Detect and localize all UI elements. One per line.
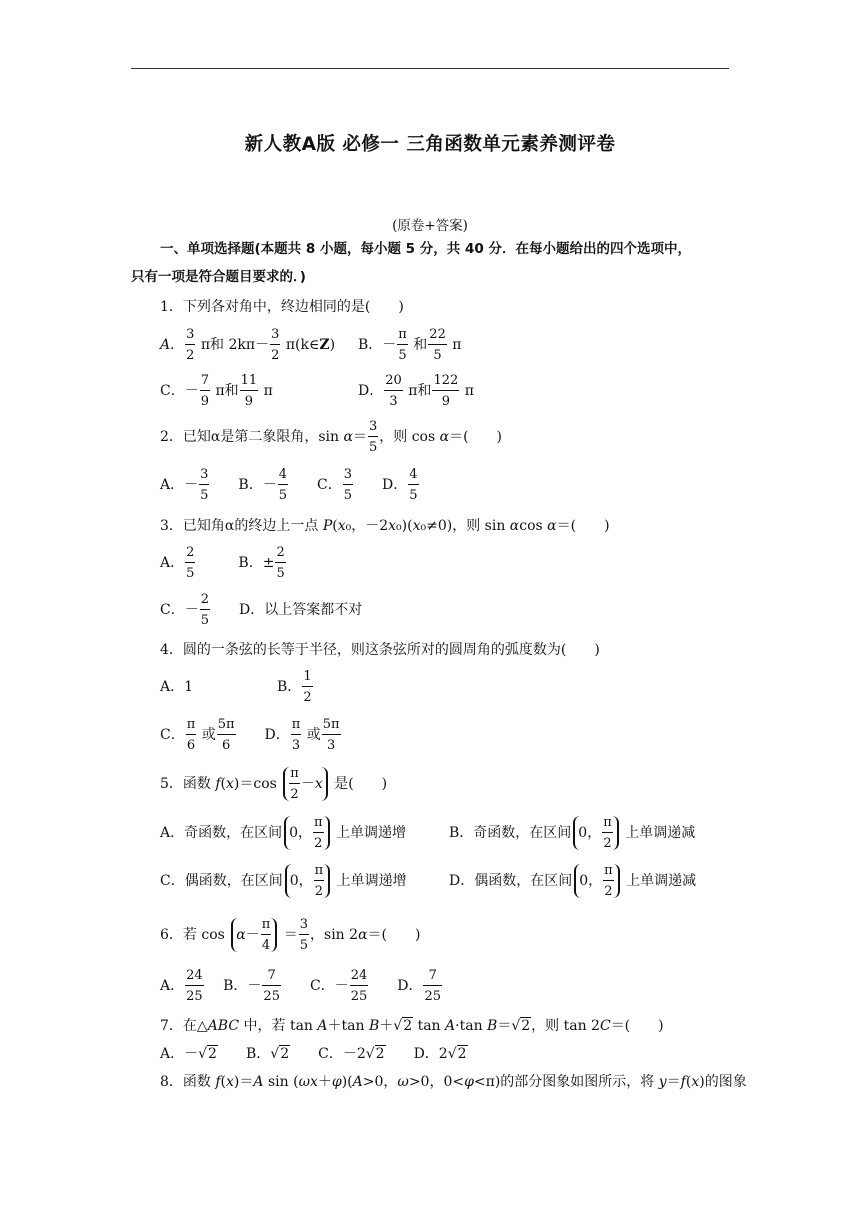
q5-stem: 5．函数 f(x)＝cos $\frac{\pi}{2}$ －x 是( ): [160, 766, 388, 802]
page-title: 新人教A版 必修一 三角函数单元素养测评卷: [244, 134, 616, 155]
q3-options-cd: C．－ $\frac{2}{5}$ D．以上答案都不对: [160, 592, 363, 628]
q1-option-c: C．－ $\frac{7}{9}$ π和 $\frac{11}{9}$ π: [160, 373, 273, 409]
q4-options-cd: C． $\frac{\pi}{6}$ 或 $\frac{5\pi}{6}$ D． $\frac{\pi}{3}$ 或 $\frac{5\pi}{3}$: [160, 717, 340, 753]
q8-stem: 8．函数 f(x)＝A sin (ωx＋φ)(A>0，ω>0，0<φ<π)的部分图象如图所示，将 y＝f(x)的图象: [160, 1074, 747, 1090]
q5-option-b: B．奇函数，在区间 0， $\frac{\pi}{2}$ 上单调递减: [449, 815, 696, 851]
q1-option-b: B．－ $\frac{\pi}{5}$ 和 $\frac{22}{5}$ π: [358, 327, 462, 363]
section-heading-line2: 只有一项是符合题目要求的．): [131, 269, 306, 285]
section-heading-line1: 一、单项选择题(本题共 8 小题，每小题 5 分，共 40 分．在每小题给出的四个选项中，: [160, 241, 691, 257]
q1-stem: 1．下列各对角中，终边相同的是( ): [160, 299, 404, 315]
q4-stem: 4．圆的一条弦的长等于半径，则这条弦所对的圆周角的弧度数为( ): [160, 642, 600, 658]
q5-option-a: A．奇函数，在区间 0， $\frac{\pi}{2}$ 上单调递增: [160, 815, 407, 851]
q1-option-d: D． $\frac{20}{3}$ π和 $\frac{122}{9}$ π: [358, 373, 474, 409]
header-rule: [131, 68, 729, 69]
q7-options: A．－√2 B．√2 C．－2√2 D．2√2: [160, 1046, 467, 1062]
q4-options-ab: A．1 B． $\frac{1}{2}$: [160, 669, 312, 705]
q2-stem: 2．已知α是第二象限角，sin α＝ $\frac{3}{5}$ ，则 cos α＝( ): [160, 419, 503, 455]
q3-stem: 3．已知角α的终边上一点 P(x₀，－2x₀)(x₀≠0)，则 sin αcos α＝( ): [160, 518, 610, 534]
q7-stem: 7．在△ABC 中，若 tan A＋tan B＋√2 tan A·tan B＝√2，则 tan 2C＝( ): [160, 1018, 664, 1034]
q6-options: A． $\frac{24}{25}$ B．－ $\frac{7}{25}$ C．－ $\frac{24}{25}$ D． $\frac{7}{25}$: [160, 968, 442, 1004]
q1-option-a: A． $\frac{3}{2}$ π和 2kπ－ $\frac{3}{2}$ π(k∈Z): [160, 327, 336, 363]
q3-options-ab: A． $\frac{2}{5}$ B．± $\frac{2}{5}$: [160, 545, 285, 581]
q6-stem: 6．若 cos α－ $\frac{\pi}{4}$ ＝ $\frac{3}{5}$ ，sin 2α＝( ): [160, 917, 421, 953]
q5-option-c: C．偶函数，在区间 0， $\frac{\pi}{2}$ 上单调递增: [160, 863, 407, 899]
q5-option-d: D．偶函数，在区间 0， $\frac{\pi}{2}$ 上单调递减: [449, 863, 697, 899]
subtitle: (原卷+答案): [392, 218, 468, 234]
q2-options: A．－ $\frac{3}{5}$ B．－ $\frac{4}{5}$ C． $\frac{3}{5}$ D． $\frac{4}{5}$: [160, 467, 418, 503]
